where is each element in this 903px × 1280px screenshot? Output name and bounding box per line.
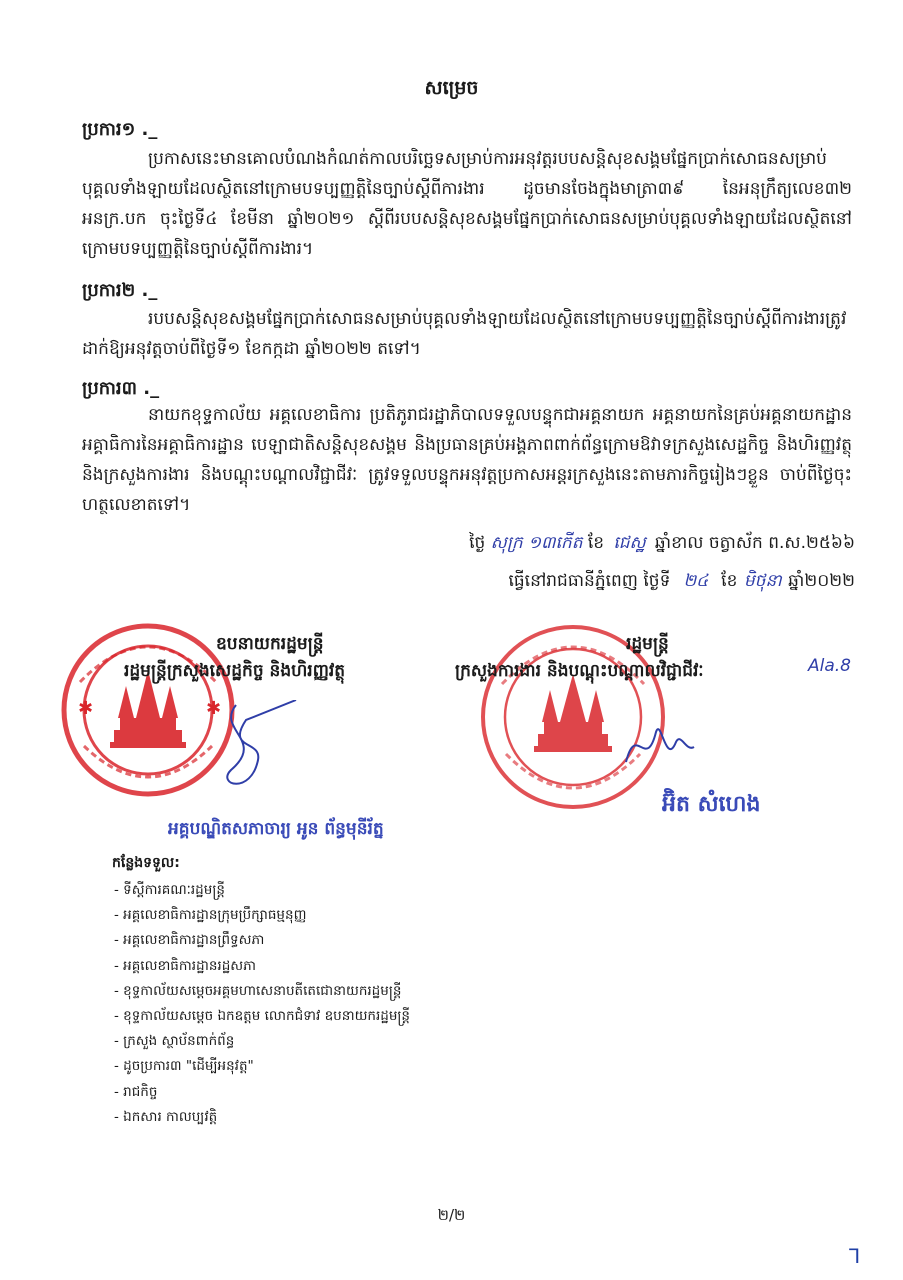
right-signatory-name: អ៊ិត សំហេង xyxy=(662,792,761,817)
lunar-month-prefix: ខែ xyxy=(587,533,605,553)
svg-text:✱: ✱ xyxy=(206,698,222,719)
month-prefix: ខែ xyxy=(721,571,738,591)
corner-pen-mark: ᒣ xyxy=(848,1244,861,1268)
article-3-heading: ប្រការ៣ ._ xyxy=(82,378,160,399)
lunar-month: ជេស្ឋ xyxy=(613,533,646,553)
left-signatory-ministry: រដ្ឋមន្ត្រីក្រសួងសេដ្ឋកិច្ច និងហិរញ្ញវត្ថុ xyxy=(124,661,346,681)
recipient-item: - អគ្គលេខាធិការដ្ឋានព្រឹទ្ធសភា xyxy=(114,928,410,953)
recipient-item: - អគ្គលេខាធិការដ្ឋានក្រុមប្រឹក្សាធម្មនុញ្ញ xyxy=(114,903,410,928)
signing-year: ឆ្នាំ២០២២ xyxy=(788,571,855,591)
lunar-day: សុក្រ ១៣កើត xyxy=(490,533,583,553)
place-and-day-prefix: ធ្វើនៅរាជធានីភ្នំពេញ ថ្ងៃទី xyxy=(508,571,671,591)
article-2-text: របបសន្តិសុខសង្គមផ្នែកប្រាក់សោធនសម្រាប់បុគ្គលទាំងឡាយដែលស្ថិតនៅក្រោមបទប្បញ្ញត្តិនៃច្បាប់ស្តីពីការងារត្រូវដាក់ឱ្យអនុវត្តចាប់ពីថ្ងៃទី១ ខែកក្កដា ឆ្នាំ២០២២ តទៅ។ xyxy=(82,309,847,359)
recipients-heading: កន្លែងទទួល: xyxy=(112,855,180,871)
recipient-item: - ឯកសារ កាលប្បវត្តិ xyxy=(114,1105,410,1130)
signing-month: មិថុនា xyxy=(743,571,782,591)
left-signatory-name: អគ្គបណ្ឌិតសភាចារ្យ អូន ព័ន្ធមុនីរ័ត្ន xyxy=(168,819,384,839)
right-signature xyxy=(616,712,696,782)
lunar-day-prefix: ថ្ងៃ xyxy=(469,533,486,553)
recipient-item: - ក្រសួង ស្ថាប័នពាក់ព័ន្ធ xyxy=(114,1029,410,1054)
recipient-item: - ដូចប្រការ៣ "ដើម្បីអនុវត្ត" xyxy=(114,1054,410,1079)
right-signatory-ministry: ក្រសួងការងារ និងបណ្តុះបណ្តាលវិជ្ជាជីវៈ xyxy=(455,661,704,681)
recipient-item: - អគ្គលេខាធិការដ្ឋានរដ្ឋសភា xyxy=(114,954,410,979)
left-signature xyxy=(196,700,306,800)
recipients-list xyxy=(114,878,410,1130)
lunar-date-line xyxy=(469,532,855,557)
recipient-item: - ខុទ្ទកាល័យសម្តេចអគ្គមហាសេនាបតីតេជោនាយករដ្ឋមន្ត្រី xyxy=(114,979,410,1004)
svg-text:✱: ✱ xyxy=(78,698,94,719)
article-3-text: នាយកខុទ្ទកាល័យ អគ្គលេខាធិការ ប្រតិភូរាជរដ្ឋាភិបាលទទួលបន្ទុកជាអគ្គនាយក អគ្គនាយកនៃគ្រប់អគ្គនាយកដ្ឋាន អគ្គាធិការនៃអគ្គាធិការដ្ឋាន បេឡាជាតិសន្តិសុខសង្គម និងប្រធានគ្រប់អង្គភាពពាក់ព័ន្ធក្រោមឱវាទក្រសួងសេដ្ឋកិច្ច និងហិរញ្ញវត្ថុ និងក្រសួងការងារ និងបណ្តុះបណ្តាលវិជ្ជាជីវៈ ត្រូវទទួលបន្ទុកអនុវត្តប្រកាសអន្តរក្រសួងនេះតាមភារកិច្ចរៀងៗខ្លួន ចាប់ពីថ្ងៃចុះហត្ថលេខាតទៅ។ xyxy=(82,405,852,515)
page-number: ២/២ xyxy=(437,1206,466,1224)
gregorian-date-line xyxy=(508,570,855,595)
article-2-heading: ប្រការ២ ._ xyxy=(82,280,158,301)
article-1-text: ប្រកាសនេះមានគោលបំណងកំណត់កាលបរិច្ឆេទសម្រាប់ការអនុវត្តរបបសន្តិសុខសង្គមផ្នែកប្រាក់សោធនសម្រាប់បុគ្គលទាំងឡាយដែលស្ថិតនៅក្រោមបទប្បញ្ញត្តិនៃច្បាប់ស្តីពីការងារ ដូចមានចែងក្នុងមាត្រា៣៩ នៃអនុក្រឹត្យលេខ៣២ អនក្រ.បក ចុះថ្ងៃទី៤ ខែមីនា ឆ្នាំ២០២១ ស្តីពីរបបសន្តិសុខសង្គមផ្នែកប្រាក់សោធនសម្រាប់បុគ្គលទាំងឡាយដែលស្ថិតនៅក្រោមបទប្បញ្ញត្តិនៃច្បាប់ស្តីពីការងារ។ xyxy=(82,149,852,259)
left-signatory-rank: ឧបនាយករដ្ឋមន្ត្រី xyxy=(216,634,324,654)
right-initials: Ala.8 xyxy=(808,656,851,676)
decision-title: សម្រេច xyxy=(424,77,479,99)
recipient-item: - ទីស្តីការគណៈរដ្ឋមន្ត្រី xyxy=(114,878,410,903)
right-signatory-rank: រដ្ឋមន្ត្រី xyxy=(626,634,669,654)
article-1-heading: ប្រការ១ ._ xyxy=(82,119,158,140)
recipient-item: - រាជកិច្ច xyxy=(114,1080,410,1105)
signing-day: ២៤ xyxy=(683,571,709,591)
lunar-year: ឆ្នាំខាល ចត្វាស័ក ព.ស.២៥៦៦ xyxy=(654,533,855,553)
recipient-item: - ខុទ្ទកាល័យសម្តេច ឯកឧត្តម លោកជំទាវ ឧបនាយករដ្ឋមន្ត្រី xyxy=(114,1004,410,1029)
